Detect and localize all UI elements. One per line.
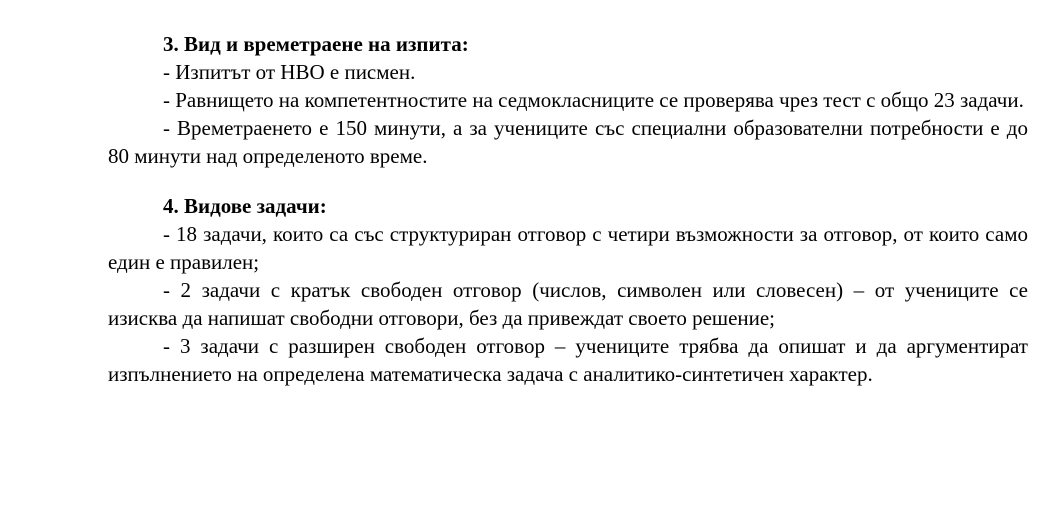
section-3-paragraph-1: - Изпитът от НВО е писмен. — [163, 60, 416, 84]
section-4-paragraph-1: - 18 задачи, които са със структуриран отговор с четири възможности за отговор, от които само един е правилен; — [108, 222, 1028, 274]
section-3-paragraph-2: - Равнището на компетентностите на седмокласниците се проверява чрез тест с общо 23 задачи. — [163, 88, 1024, 112]
section-3-heading: 3. Вид и времетраене на изпита: — [163, 32, 469, 56]
document-page — [108, 30, 1028, 388]
section-3-paragraph-3: - Времетраенето е 150 минути, а за учениците със специални образователни потребности е до 80 минути над определеното време. — [108, 116, 1028, 168]
section-4-paragraph-3: - 3 задачи с разширен свободен отговор – учениците трябва да опишат и да аргументират изпълнението на определена математическа задача с аналитико-синтетичен характер. — [108, 334, 1028, 386]
section-4-heading: 4. Видове задачи: — [163, 194, 327, 218]
section-4-paragraph-2: - 2 задачи с кратък свободен отговор (числов, символен или словесен) – от учениците се изисква да напишат свободни отговори, без да привеждат своето решение; — [108, 278, 1028, 330]
